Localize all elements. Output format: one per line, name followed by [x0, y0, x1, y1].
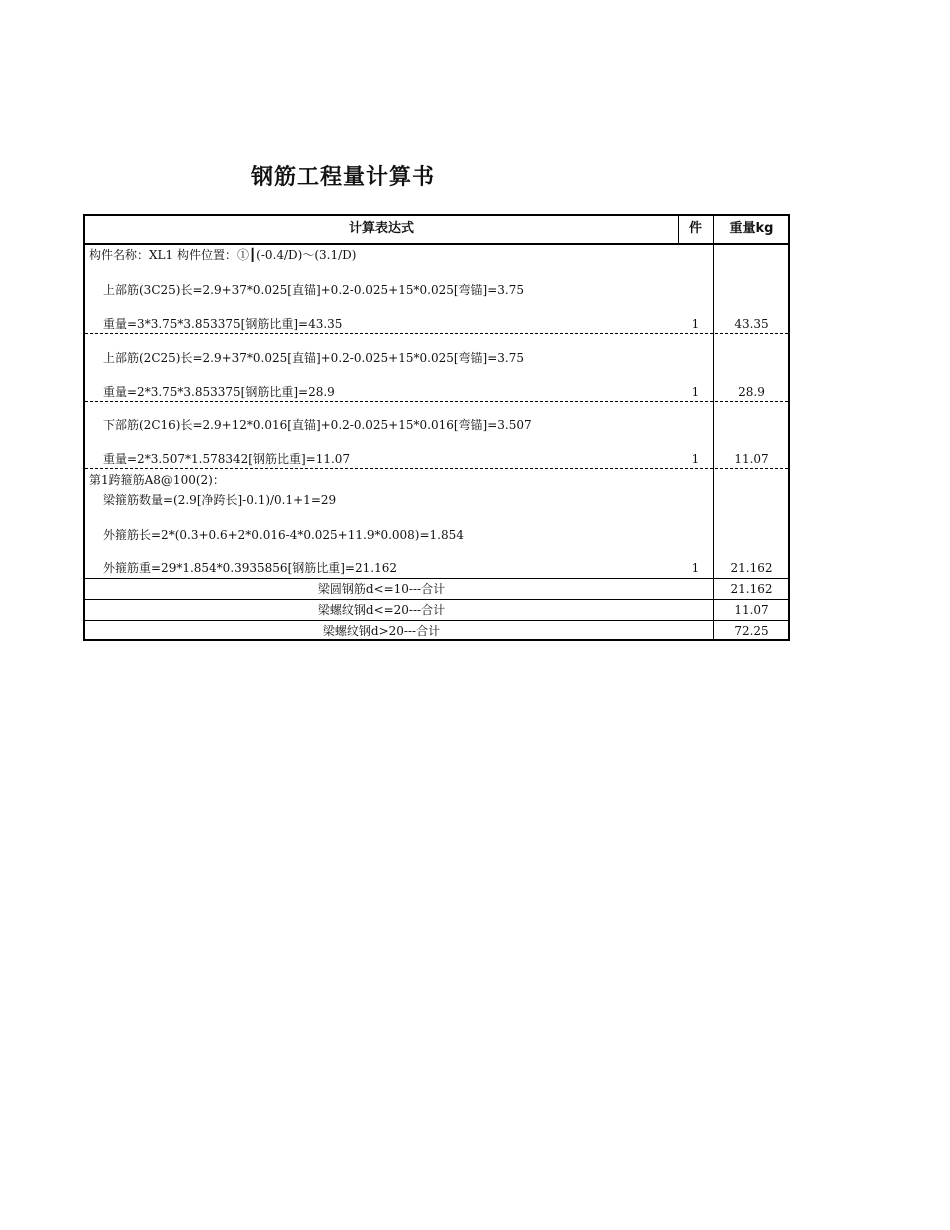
- stirrup-count: 1: [691, 561, 700, 575]
- group-divider: [85, 468, 788, 469]
- total-weight-threaded-gt20: 72.25: [734, 624, 769, 638]
- total-row-divider: [85, 620, 788, 621]
- total-weight-threaded-le20: 11.07: [734, 603, 769, 617]
- stirrup-weight: 21.162: [730, 561, 773, 575]
- rebar-count: 1: [691, 452, 700, 466]
- rebar-weight-expression: 重量=2*3.75*3.853375[钢筋比重]=28.9: [103, 385, 335, 399]
- header-weight: 重量kg: [729, 221, 774, 236]
- header-divider: [85, 243, 788, 245]
- total-label-threaded-gt20: 梁螺纹钢d>20---合计: [322, 624, 441, 638]
- rebar-count: 1: [691, 317, 700, 331]
- header-expression: 计算表达式: [348, 221, 414, 236]
- group-divider: [85, 333, 788, 334]
- rebar-weight-expression: 重量=3*3.75*3.853375[钢筋比重]=43.35: [103, 317, 343, 331]
- member-info: 构件名称：XL1 构件位置：①┃(-0.4/D)～(3.1/D): [89, 248, 357, 262]
- stirrup-length-expression: 外箍筋长=2*(0.3+0.6+2*0.016-4*0.025+11.9*0.008)=1.854: [103, 528, 464, 542]
- rebar-weight: 43.35: [734, 317, 769, 331]
- rebar-length-expression: 上部筋(2C25)长=2.9+37*0.025[直锚]+0.2-0.025+15*0.025[弯锚]=3.75: [103, 351, 524, 365]
- stirrup-heading: 第1跨箍筋A8@100(2)：: [89, 473, 225, 487]
- group-divider: [85, 401, 788, 402]
- total-label-round-bar: 梁圆钢筋d<=10---合计: [317, 582, 446, 596]
- total-weight-round-bar: 21.162: [730, 582, 773, 596]
- stirrup-quantity-expression: 梁箍筋数量=(2.9[净跨长]-0.1)/0.1+1=29: [103, 493, 337, 507]
- rebar-weight: 11.07: [734, 452, 769, 466]
- rebar-count: 1: [691, 385, 700, 399]
- rebar-length-expression: 上部筋(3C25)长=2.9+37*0.025[直锚]+0.2-0.025+15*0.025[弯锚]=3.75: [103, 283, 524, 297]
- total-label-threaded-le20: 梁螺纹钢d<=20---合计: [317, 603, 446, 617]
- calculation-table: [83, 214, 790, 641]
- rebar-weight: 28.9: [738, 385, 765, 399]
- totals-divider: [85, 578, 788, 579]
- document-title: 钢筋工程量计算书: [251, 165, 436, 190]
- rebar-length-expression: 下部筋(2C16)长=2.9+12*0.016[直锚]+0.2-0.025+15*0.016[弯锚]=3.507: [103, 418, 532, 432]
- rebar-weight-expression: 重量=2*3.507*1.578342[钢筋比重]=11.07: [103, 452, 351, 466]
- stirrup-weight-expression: 外箍筋重=29*1.854*0.3935856[钢筋比重]=21.162: [103, 561, 397, 575]
- column-divider-weight: [713, 216, 714, 639]
- header-count: 件: [688, 221, 702, 236]
- total-row-divider: [85, 599, 788, 600]
